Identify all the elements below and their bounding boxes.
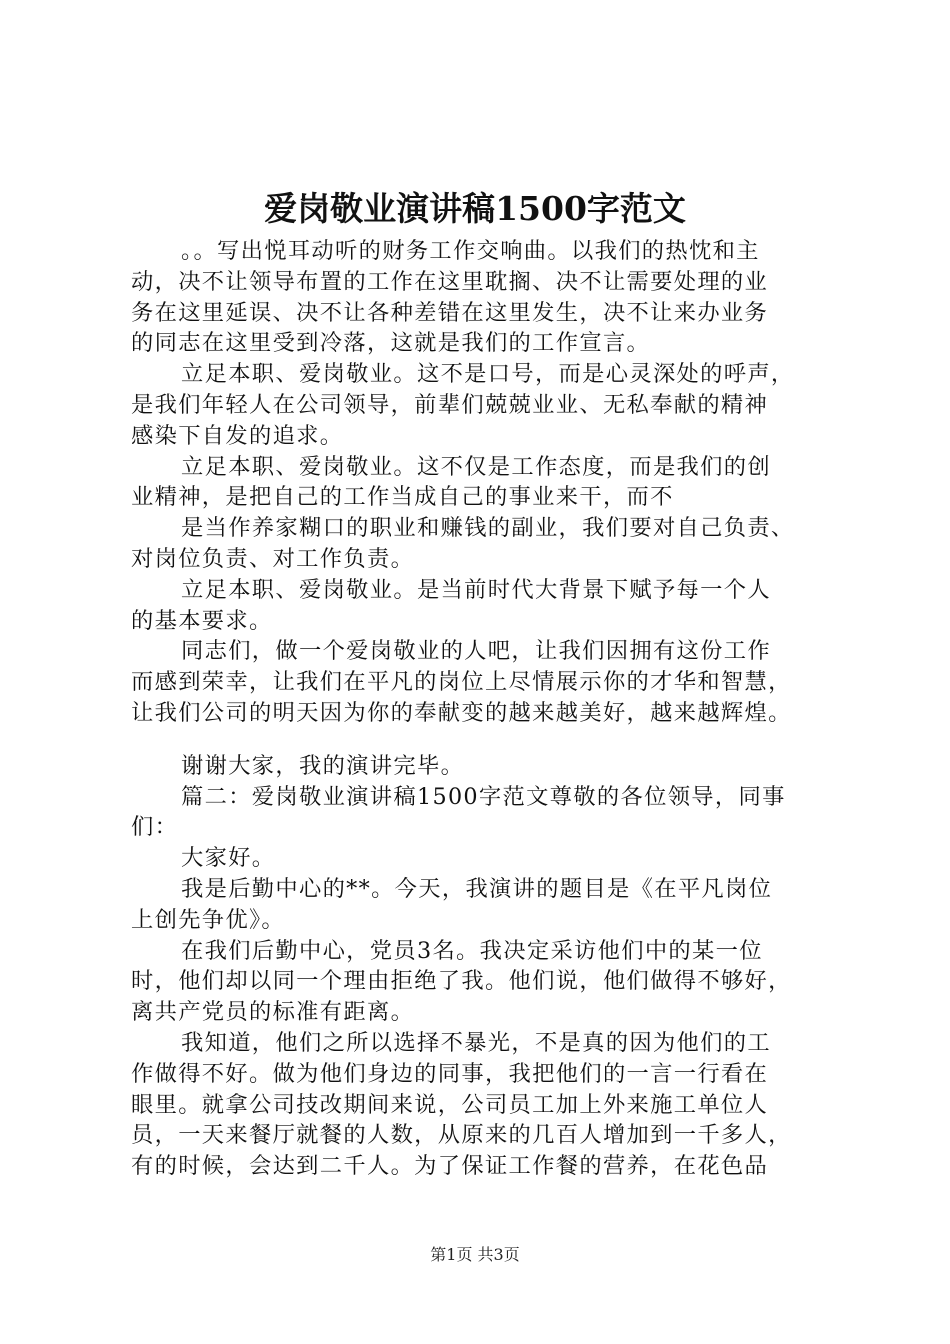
paragraph-line: 立足本职、爱岗敬业。这不是口号，而是心灵深处的呼声， (181, 361, 795, 388)
paragraph-line: 让我们公司的明天因为你的奉献变的越来越美好，越来越辉煌。 (131, 699, 792, 726)
paragraph-line: 上创先争优》。 (131, 906, 286, 933)
paragraph-line: 员，一天来餐厅就餐的人数，从原来的几百人增加到一千多人， (131, 1122, 792, 1149)
paragraph-line: 立足本职、爱岗敬业。这不仅是工作态度，而是我们的创 (181, 453, 771, 480)
paragraph-line: 是我们年轻人在公司领导，前辈们兢兢业业、无私奉献的精神 (131, 391, 769, 418)
page-footer: 第1页 共3页 (430, 1245, 520, 1264)
paragraph-line: 们： (131, 814, 179, 841)
paragraph-line: 对岗位负责、对工作负责。 (131, 545, 415, 572)
paragraph-line: 。。写出悦耳动听的财务工作交响曲。以我们的热忱和主 (181, 238, 760, 264)
paragraph-line: 感染下自发的追求。 (131, 422, 344, 449)
paragraph-line: 谢谢大家，我的演讲完毕。 (181, 752, 465, 779)
paragraph-line: 我是后勤中心的**。今天，我演讲的题目是《在平凡岗位 (181, 875, 773, 902)
paragraph-line: 而感到荣幸，让我们在平凡的岗位上尽情展示你的才华和智慧， (131, 669, 792, 696)
paragraph-line: 有的时候，会达到二千人。为了保证工作餐的营养，在花色品 (131, 1153, 769, 1180)
paragraph-line: 的基本要求。 (131, 607, 273, 634)
paragraph-line: 业精神，是把自己的工作当成自己的事业来干，而不 (131, 484, 674, 511)
paragraph-line: 时，他们却以同一个理由拒绝了我。他们说，他们做得不够好， (131, 968, 792, 995)
paragraph-line: 篇二：爱岗敬业演讲稿1500字范文尊敬的各位领导，同事 (181, 783, 786, 810)
paragraph-line: 动，决不让领导布置的工作在这里耽搁、决不让需要处理的业 (131, 268, 769, 295)
paragraph-gap (131, 729, 849, 751)
paragraph-line: 眼里。就拿公司技改期间来说，公司员工加上外来施工单位人 (131, 1091, 769, 1118)
paragraph-line: 作做得不好。做为他们身边的同事，我把他们的一言一行看在 (131, 1060, 769, 1087)
document-title: 爱岗敬业演讲稿1500字范文 (264, 189, 686, 228)
paragraph-line: 务在这里延误、决不让各种差错在这里发生，决不让来办业务 (131, 299, 769, 326)
paragraph-line: 同志们，做一个爱岗敬业的人吧，让我们因拥有这份工作 (181, 638, 771, 665)
paragraph-line: 离共产党员的标准有距离。 (131, 999, 415, 1026)
paragraph-line: 是当作养家糊口的职业和赚钱的副业，我们要对自己负责、 (181, 515, 795, 542)
paragraph-line: 在我们后勤中心，党员3名。我决定采访他们中的某一位 (181, 937, 763, 964)
document-body (131, 236, 849, 1182)
paragraph-line: 立足本职、爱岗敬业。是当前时代大背景下赋予每一个人 (181, 576, 771, 603)
paragraph-line: 我知道，他们之所以选择不暴光，不是真的因为他们的工 (181, 1029, 771, 1056)
paragraph-line: 大家好。 (181, 845, 276, 872)
paragraph-line: 的同志在这里受到冷落，这就是我们的工作宣言。 (131, 330, 651, 357)
